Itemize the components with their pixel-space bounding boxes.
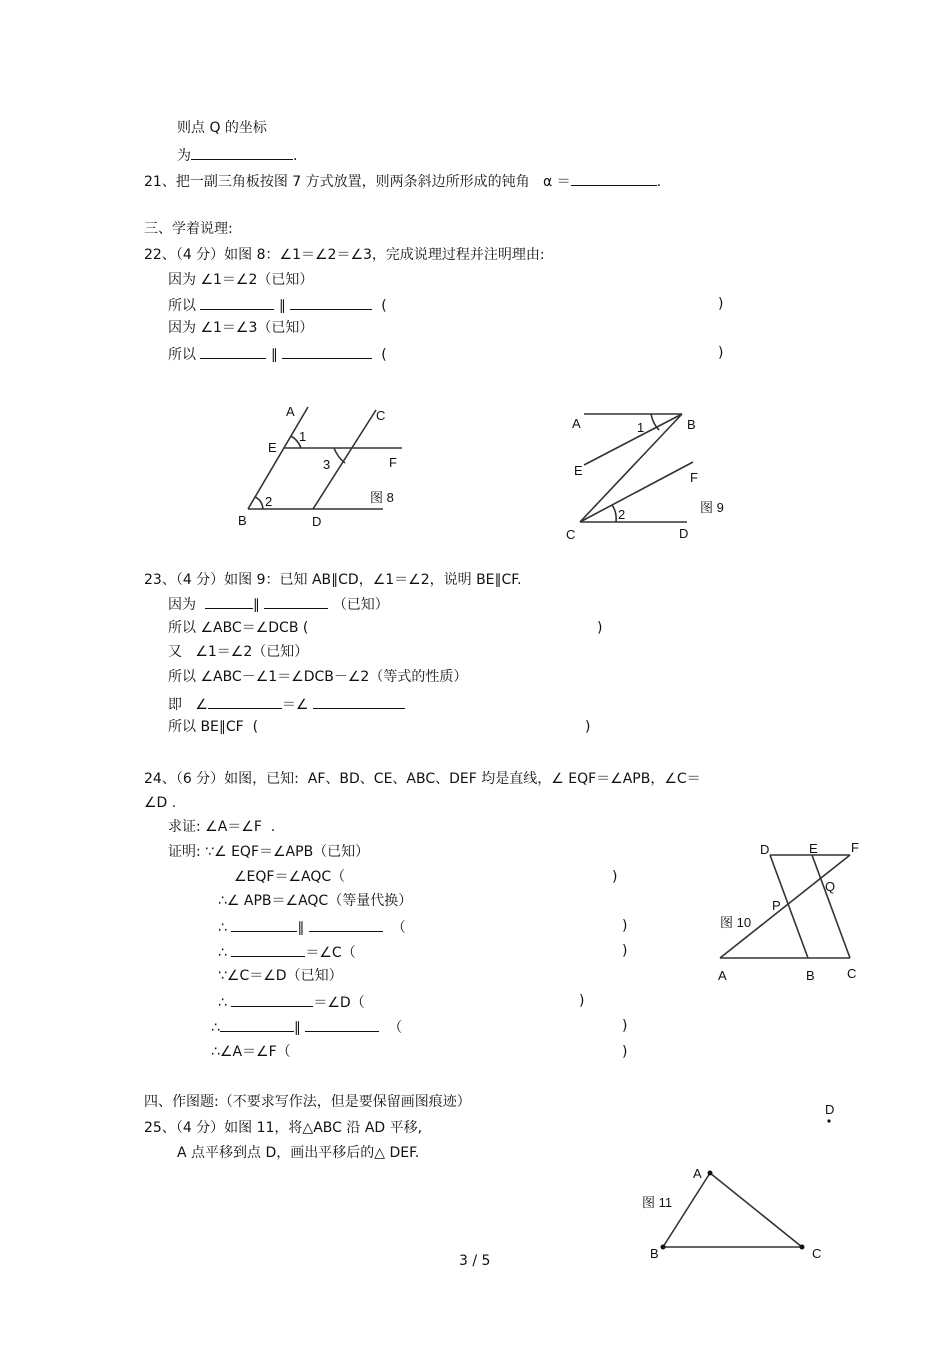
q22-line4: 所以 ∥ ( [168,344,387,364]
figure-8-caption: 图 8 [370,490,394,505]
q24-rparen: ) [579,993,585,1009]
point-b [661,1245,666,1250]
q24-rparen: ) [622,1044,628,1060]
label-1: 1 [637,420,645,435]
q24-rparen: ) [612,869,618,885]
label-a: A [286,404,295,419]
section-3-heading: 三、学着说理: [144,221,233,237]
label-d: D [825,1102,835,1117]
line-ab [663,1173,710,1247]
q20-line2: 为 . [177,145,297,165]
q23-title: 23、（4 分）如图 9：已知 AB∥CD，∠1＝∠2，说明 BE∥CF. [144,572,522,588]
q24-proof-1: 证明: ∵∠ EQF＝∠APB（已知） [168,844,370,860]
q24-proof-5: ∴ ＝∠C（ [218,942,356,962]
q24-proof-2: ∠EQF＝∠AQC（ [234,869,346,885]
q24-proof-3: ∴∠ APB＝∠AQC（等量代换） [218,893,413,909]
q23-line3: 又 ∠1＝∠2（已知） [168,644,309,660]
q22-line1: 因为 ∠1＝∠2（已知） [168,272,314,288]
q23-line4: 所以 ∠ABC－∠1＝∠DCB－∠2（等式的性质） [168,669,468,685]
label-e: E [574,463,583,478]
label-2: 2 [618,507,626,522]
label-d: D [312,514,322,529]
section-4-heading: 四、作图题:（不要求写作法，但是要保留画图痕迹） [144,1094,471,1110]
label-c: C [376,408,386,423]
label-f: F [851,840,859,855]
q24-title2: ∠D . [144,795,177,811]
label-d: D [679,526,689,541]
label-a: A [693,1166,702,1181]
label-2: 2 [265,494,273,509]
figure-10-caption: 图 10 [720,915,752,930]
label-e: E [268,440,277,455]
q23-rparen: ) [597,620,603,636]
label-b: B [650,1246,659,1261]
q22-line2: 所以 ∥ ( [168,295,387,315]
q22-rparen: ) [718,345,724,361]
label-b: B [687,417,696,432]
label-1: 1 [299,429,307,444]
label-p: P [772,898,781,913]
point-c [800,1245,805,1250]
label-b: B [806,968,815,983]
label-e: E [809,841,818,856]
label-c: C [847,966,857,981]
page-number: 3 / 5 [459,1253,491,1269]
q24-rparen: ) [622,918,628,934]
q23-line6: 所以 BE∥CF ( [168,719,259,735]
label-f: F [690,470,698,485]
q22-line3: 因为 ∠1＝∠3（已知） [168,320,314,336]
label-f: F [389,455,397,470]
q23-rparen: ) [585,719,591,735]
point-a [708,1171,713,1176]
label-d: D [760,842,770,857]
q24-title: 24、（6 分）如图，已知: AF、BD、CE、ABC、DEF 均是直线，∠ EQF＝∠APB，∠C＝ [144,771,701,787]
label-q: Q [825,879,836,894]
q21-text: 21、把一副三角板按图 7 方式放置，则两条斜边所形成的钝角 α ＝ . [144,171,661,191]
label-a: A [572,416,581,431]
q24-proof-7: ∴ ＝∠D（ [218,992,365,1012]
line-ac [710,1173,802,1247]
q20-line1: 则点 Q 的坐标 [177,120,267,136]
label-b: B [238,513,247,528]
q24-proof-8: ∴ ∥ （ [211,1017,402,1037]
q23-line2: 所以 ∠ABC＝∠DCB ( [168,620,309,636]
label-c: C [566,527,576,542]
point-d [827,1119,830,1122]
figure-9-caption: 图 9 [700,500,724,515]
label-a: A [718,968,727,983]
q24-proof-4: ∴ ∥ （ [218,917,406,937]
q25-line1: 25、（4 分）如图 11，将△ABC 沿 AD 平移, [144,1120,423,1136]
q24-prove: 求证: ∠A＝∠F . [168,819,276,835]
label-c: C [812,1246,822,1261]
q22-rparen: ) [718,296,724,312]
q24-rparen: ) [622,943,628,959]
q25-line2: A 点平移到点 D，画出平移后的△ DEF. [177,1145,420,1161]
q24-proof-9: ∴∠A＝∠F（ [211,1044,291,1060]
q22-title: 22、（4 分）如图 8：∠1＝∠2＝∠3，完成说理过程并注明理由: [144,247,545,263]
q23-line5: 即 ∠ ＝∠ [168,694,405,714]
q24-rparen: ) [622,1018,628,1034]
figure-11-caption: 图 11 [642,1195,673,1210]
label-3: 3 [323,457,331,472]
q23-line1: 因为 ∥ （已知） [168,594,389,614]
q24-proof-6: ∵∠C＝∠D（已知） [218,968,343,984]
